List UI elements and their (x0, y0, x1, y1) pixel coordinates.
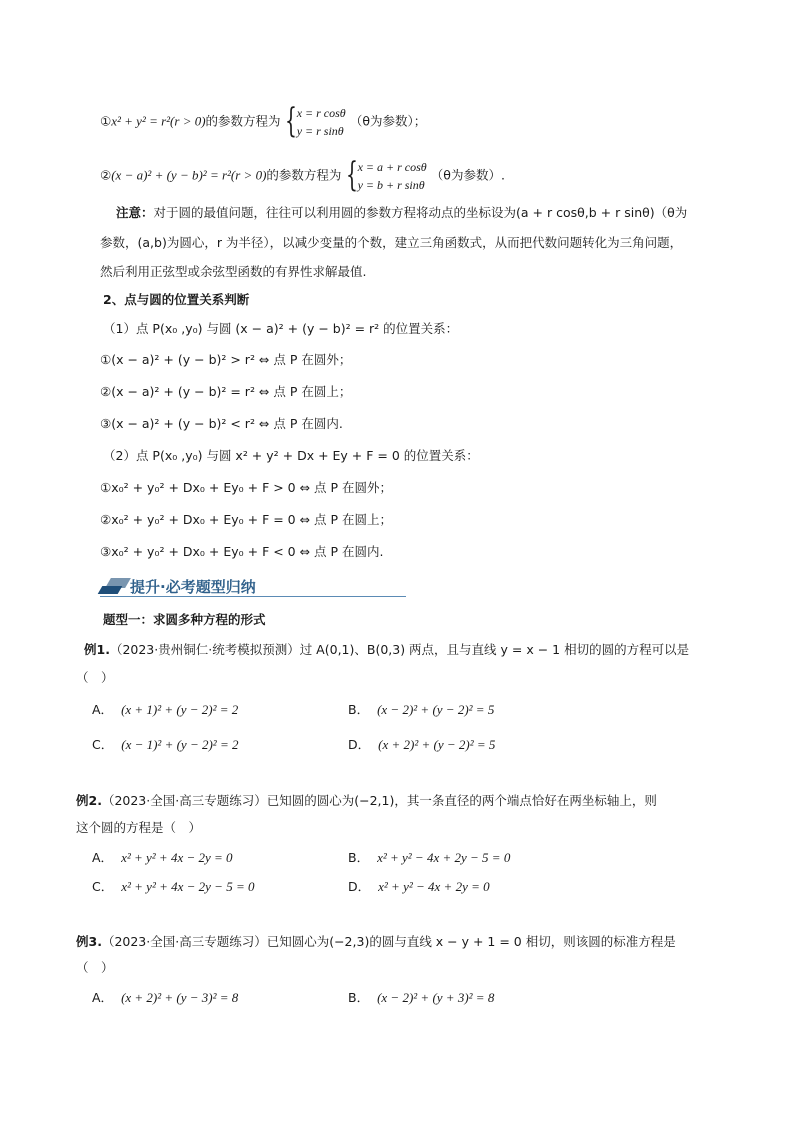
formula-2-equation: (x − a)² + (y − b)² = r²(r > 0) (111, 167, 267, 183)
example-1-label: 例1. (84, 642, 110, 657)
example-3-option-b[interactable]: B． (x − 2)² + (y + 3)² = 8 (348, 990, 495, 1005)
formula-1-text: 的参数方程为 (205, 113, 281, 129)
param-formula-1 (100, 101, 427, 141)
example-2-line-1 (76, 791, 657, 811)
section-banner (100, 574, 406, 600)
section-2-sub-1: （1）点 P(x₀ ,y₀) 与圆 (x − a)² + (y − b)² = r² 的位置关系： (103, 321, 459, 336)
formula-2-system-line-1: x = a + r cosθ (357, 160, 427, 174)
example-2-stem: （2023·全国·高三专题练习）已知圆的圆心为(−2,1)，其一条直径的两个端点恰好在两坐标轴上，则 (101, 793, 657, 808)
example-3-line-2: （ ） (76, 960, 114, 975)
section-2-item-1c: ③(x − a)² + (y − b)² < r² ⇔ 点 P 在圆内. (100, 416, 343, 431)
section-2-title: 2、点与圆的位置关系判断 (103, 292, 250, 307)
example-3-line-1 (76, 932, 676, 952)
example-1-line-2: （ ） (76, 670, 114, 685)
example-1-option-c[interactable]: C． (x − 1)² + (y − 2)² = 2 (92, 737, 239, 752)
section-2-item-1a: ①(x − a)² + (y − b)² > r² ⇔ 点 P 在圆外； (100, 352, 352, 367)
formula-1-tail: （θ为参数）； (349, 113, 427, 129)
example-2-line-2: 这个圆的方程是（ ） (76, 820, 202, 835)
formula-1-system-line-2: y = r sinθ (296, 124, 344, 138)
banner-decoration-bar (98, 586, 123, 594)
formula-2-number: ② (100, 167, 112, 183)
param-formula-2 (100, 155, 505, 195)
section-2-item-2b: ②x₀² + y₀² + Dx₀ + Ey₀ + F = 0 ⇔ 点 P 在圆上； (100, 512, 393, 527)
formula-1-system: { x = r cosθ y = r sinθ (284, 101, 346, 141)
example-1-option-b[interactable]: B． (x − 2)² + (y − 2)² = 5 (348, 702, 495, 717)
section-2-item-2c: ③x₀² + y₀² + Dx₀ + Ey₀ + F < 0 ⇔ 点 P 在圆内. (100, 544, 384, 559)
example-3-stem: （2023·全国·高三专题练习）已知圆心为(−2,3)的圆与直线 x − y + 1 = 0 相切，则该圆的标准方程是 (101, 934, 676, 949)
formula-1-equation: x² + y² = r²(r > 0) (111, 113, 206, 129)
example-1-option-d[interactable]: D． (x + 2)² + (y − 2)² = 5 (348, 737, 496, 752)
example-2-label: 例2. (76, 793, 102, 808)
note-label: 注意： (116, 205, 154, 220)
banner-title: 提升·必考题型归纳 (130, 578, 256, 596)
example-3-option-a[interactable]: A． (x + 2)² + (y − 3)² = 8 (92, 990, 239, 1005)
example-2-option-c[interactable]: C． x² + y² + 4x − 2y − 5 = 0 (92, 879, 255, 894)
example-2-option-b[interactable]: B． x² + y² − 4x + 2y − 5 = 0 (348, 850, 511, 865)
formula-1-system-line-1: x = r cosθ (296, 106, 346, 120)
banner-rule (100, 596, 406, 597)
question-type-title: 题型一：求圆多种方程的形式 (103, 612, 266, 627)
example-1-option-a[interactable]: A． (x + 1)² + (y − 2)² = 2 (92, 702, 239, 717)
example-2-option-a[interactable]: A． x² + y² + 4x − 2y = 0 (92, 850, 233, 865)
formula-2-system-line-2: y = b + r sinθ (357, 178, 425, 192)
note-line-1 (116, 203, 687, 223)
formula-1-number: ① (100, 113, 112, 129)
example-1-stem: （2023·贵州铜仁·统考模拟预测）过 A(0,1)、B(0,3) 两点，且与直线 y = x − 1 相切的圆的方程可以是 (109, 642, 690, 657)
note-text-1: 对于圆的最值问题，往往可以利用圆的参数方程将动点的坐标设为(a + r cosθ,b + r sinθ)（θ为 (153, 205, 688, 220)
formula-2-text: 的参数方程为 (266, 167, 342, 183)
example-2-option-d[interactable]: D． x² + y² − 4x + 2y = 0 (348, 879, 490, 894)
note-line-3: 然后利用正弦型或余弦型函数的有界性求解最值. (100, 264, 367, 279)
section-2-item-1b: ②(x − a)² + (y − b)² = r² ⇔ 点 P 在圆上； (100, 384, 352, 399)
section-2-sub-2: （2）点 P(x₀ ,y₀) 与圆 x² + y² + Dx + Ey + F = 0 的位置关系： (103, 448, 479, 463)
example-3-label: 例3. (76, 934, 102, 949)
formula-2-system: { x = a + r cosθ y = b + r sinθ (345, 155, 427, 195)
note-line-2: 参数，(a,b)为圆心，r 为半径），以减少变量的个数，建立三角函数式，从而把代数问题转化为三角问题， (100, 235, 683, 250)
section-2-item-2a: ①x₀² + y₀² + Dx₀ + Ey₀ + F > 0 ⇔ 点 P 在圆外； (100, 480, 393, 495)
example-1-line-1 (84, 640, 689, 660)
formula-2-tail: （θ为参数）. (430, 167, 505, 183)
